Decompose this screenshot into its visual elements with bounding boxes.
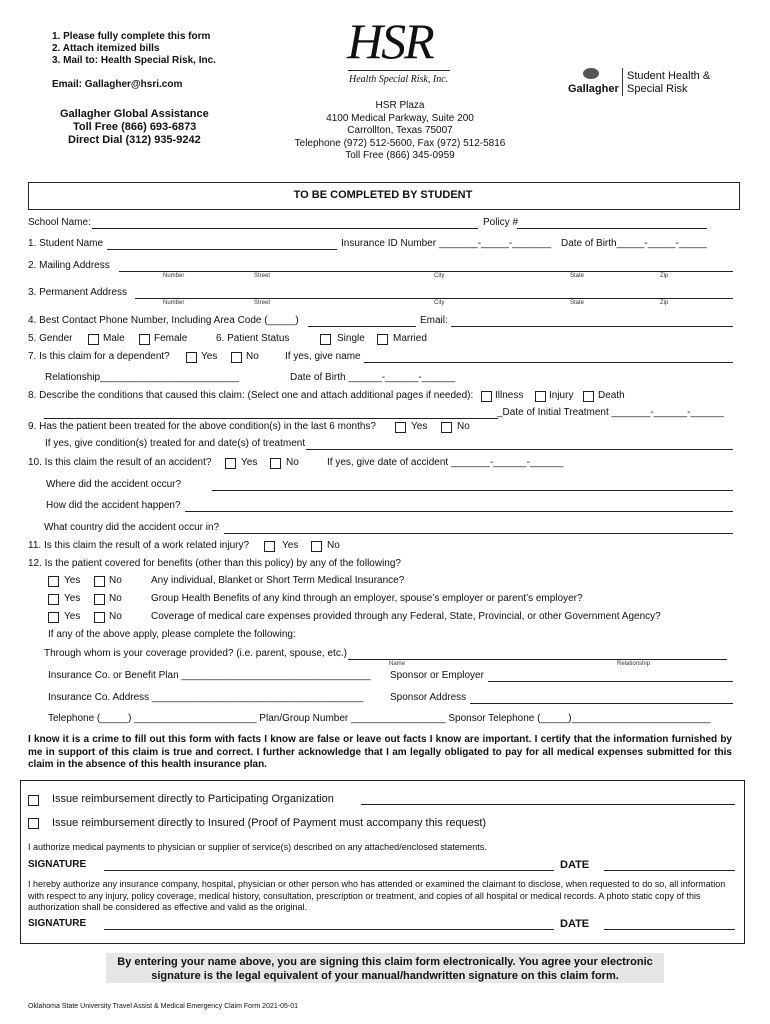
- sponsor-field[interactable]: [488, 681, 733, 682]
- q8-label: 8. Describe the conditions that caused this claim: (Select one and attach additional pages if needed):: [28, 390, 474, 401]
- insurance-co-label[interactable]: Insurance Co. or Benefit Plan __________________________________: [48, 670, 371, 681]
- instruction-2: 2. Attach itemized bills: [52, 43, 160, 54]
- signature-field-2[interactable]: [104, 929, 554, 930]
- sub-zip: Zip: [660, 273, 669, 279]
- cov3-yes-checkbox[interactable]: [48, 612, 59, 623]
- insurance-addr-label[interactable]: Insurance Co. Address ______________________________________: [48, 692, 364, 703]
- injury-checkbox[interactable]: [535, 391, 546, 402]
- q9-label: 9. Has the patient been treated for the above condition(s) in the last 6 months?: [28, 421, 376, 432]
- policy-field[interactable]: [517, 228, 707, 229]
- where-field[interactable]: [212, 490, 733, 491]
- contact-phone-field[interactable]: [308, 326, 416, 327]
- contact-phone-label: 4. Best Contact Phone Number, Including Area Code (_____): [28, 315, 299, 326]
- yes-label: Yes: [241, 457, 258, 468]
- sub-number: Number: [163, 300, 185, 306]
- gallagher-logo: Gallagher: [568, 83, 619, 95]
- q11-no-checkbox[interactable]: [311, 541, 322, 552]
- dependent-name-field[interactable]: [364, 362, 733, 363]
- if-any-label: If any of the above apply, please complete the following:: [48, 629, 296, 640]
- assistance-tollfree: Toll Free (866) 693-6873: [73, 121, 197, 133]
- single-checkbox[interactable]: [320, 334, 331, 345]
- assistance-title: Gallagher Global Assistance: [60, 108, 209, 120]
- reimb-org-label: Issue reimbursement directly to Participating Organization: [52, 793, 334, 805]
- cov2-yes-checkbox[interactable]: [48, 594, 59, 605]
- gallagher-sub-2: Special Risk: [627, 83, 688, 95]
- single-label: Single: [337, 333, 365, 344]
- country-field[interactable]: [224, 533, 733, 534]
- authorize-text: I authorize medical payments to physician or supplier of service(s) described on any attached/enclosed statements.: [28, 842, 487, 852]
- how-label: How did the accident happen?: [46, 500, 181, 511]
- footer: Oklahoma State University Travel Assist & Medical Emergency Claim Form 2021-05-01: [28, 1003, 298, 1010]
- if-yes-name-label: If yes, give name: [285, 351, 361, 362]
- relationship-dob-label[interactable]: Date of Birth ______-______-______: [290, 372, 456, 383]
- q10-yes-checkbox[interactable]: [225, 458, 236, 469]
- policy-label: Policy #: [483, 217, 519, 228]
- conditions-field[interactable]: [44, 418, 498, 419]
- cov2-no-checkbox[interactable]: [94, 594, 105, 605]
- q10-label: 10. Is this claim the result of an accident?: [28, 457, 212, 468]
- how-field[interactable]: [185, 511, 733, 512]
- esign-notice-2: signature is the legal equivalent of your manual/handwritten signature on this claim form.: [151, 970, 619, 982]
- authorize2-text: I hereby authorize any insurance company, hospital, physician or other person who has attended or examined the claimant to disclose, when requested to do so, all information with respect to any injury, policy coverage, medical history, consultation, prescription or treatment, and copies of all hospital or medical records. A photo static copy of this authorization shall be considered as effective and valid as the original.: [28, 879, 726, 912]
- yes-label: Yes: [411, 421, 428, 432]
- no-label: No: [457, 421, 470, 432]
- cov1-label: Any individual, Blanket or Short Term Medical Insurance?: [151, 575, 405, 586]
- patient-status-label: 6. Patient Status: [216, 333, 290, 344]
- esign-notice-1: By entering your name above, you are signing this claim form electronically. You agree your electronic: [117, 956, 653, 968]
- signature-label-2: SIGNATURE: [28, 918, 87, 929]
- sub-city: City: [434, 273, 445, 279]
- death-checkbox[interactable]: [583, 391, 594, 402]
- relationship-label[interactable]: Relationship_________________________: [45, 372, 240, 383]
- sub-zip: Zip: [660, 300, 669, 306]
- yes-label: Yes: [64, 611, 81, 622]
- contact-email: Email: Gallagher@hsri.com: [52, 79, 183, 90]
- reimb-org-field[interactable]: [361, 804, 735, 805]
- certification-text: I know it is a crime to fill out this form with facts I know are false or leave out facts I know are important. I certify that the information furnished by me in support of this claim is true and correct. I further acknowledge that I am legally obligated to pay for all medical expenses submitted for this claim in the absence of this health insurance plan.: [28, 734, 732, 770]
- mailing-field[interactable]: [119, 271, 733, 272]
- gallagher-sub-1: Student Health &: [627, 70, 711, 82]
- school-label: School Name:: [28, 217, 91, 228]
- q10-no-checkbox[interactable]: [270, 458, 281, 469]
- reimb-insured-checkbox[interactable]: [28, 818, 39, 829]
- telephone-row[interactable]: Telephone (_____) ______________________ Plan/Group Number _________________ Sponsor Telephone (_____)_________________________: [48, 713, 711, 724]
- school-field[interactable]: [92, 228, 478, 229]
- hsr-address: HSR Plaza 4100 Medical Parkway, Suite 200 Carrollton, Texas 75007 Telephone (972) 512-5600, Fax (972) 512-5816 Toll Free (866) 345-0959: [294, 100, 506, 161]
- q10-date-label[interactable]: If yes, give date of accident _______-______-______: [327, 457, 564, 468]
- date-label-1: DATE: [560, 859, 590, 871]
- instruction-1: 1. Please fully complete this form: [52, 31, 211, 42]
- date-field-2[interactable]: [604, 929, 735, 930]
- yes-label: Yes: [64, 593, 81, 604]
- sub-number: Number: [163, 273, 185, 279]
- q9-sub-field[interactable]: [306, 449, 733, 450]
- no-label: No: [109, 611, 122, 622]
- cov1-yes-checkbox[interactable]: [48, 576, 59, 587]
- male-checkbox[interactable]: [88, 334, 99, 345]
- dependent-no-checkbox[interactable]: [231, 352, 242, 363]
- cov2-label: Group Health Benefits of any kind through an employer, spouse’s employer or parent’s employer?: [151, 593, 583, 604]
- sub-state: State: [570, 273, 585, 279]
- female-checkbox[interactable]: [139, 334, 150, 345]
- married-label: Married: [393, 333, 427, 344]
- yes-label: Yes: [64, 575, 81, 586]
- dob-label[interactable]: Date of Birth_____-_____-_____: [561, 238, 707, 249]
- q9-sub-label: If yes, give condition(s) treated for and date(s) of treatment: [45, 438, 306, 449]
- sub-city: City: [434, 300, 445, 306]
- section-title: TO BE COMPLETED BY STUDENT: [293, 189, 473, 201]
- q11-label: 11. Is this claim the result of a work related injury?: [28, 540, 250, 551]
- sponsor-label: Sponsor or Employer: [390, 670, 484, 681]
- q11-yes-checkbox[interactable]: [264, 541, 275, 552]
- cov3-no-checkbox[interactable]: [94, 612, 105, 623]
- sub-street: Street: [254, 300, 271, 306]
- q9-no-checkbox[interactable]: [441, 422, 452, 433]
- mailing-label: 2. Mailing Address: [28, 260, 110, 271]
- illness-label: Illness: [495, 390, 524, 401]
- signature-field-1[interactable]: [104, 870, 554, 871]
- insurance-id-label[interactable]: Insurance ID Number _______-_____-_______: [341, 238, 552, 249]
- no-label: No: [246, 351, 259, 362]
- no-label: No: [109, 593, 122, 604]
- where-label: Where did the accident occur?: [46, 479, 182, 490]
- no-label: No: [327, 540, 340, 551]
- through-label: Through whom is your coverage provided? (i.e. parent, spouse, etc.): [44, 648, 347, 659]
- hsr-logo: HSR: [347, 13, 433, 69]
- through-field[interactable]: [348, 659, 727, 660]
- student-name-field[interactable]: [107, 249, 337, 250]
- dependent-yes-checkbox[interactable]: [186, 352, 197, 363]
- reimb-insured-label: Issue reimbursement directly to Insured (Proof of Payment must accompany this request): [52, 817, 487, 829]
- cov1-no-checkbox[interactable]: [94, 576, 105, 587]
- email-field[interactable]: [451, 326, 733, 327]
- cov3-label: Coverage of medical care expenses provided through any Federal, State, Provincial, or other Government Agency?: [151, 611, 661, 622]
- country-label: What country did the accident occur in?: [44, 522, 220, 533]
- male-label: Male: [103, 333, 125, 344]
- illness-checkbox[interactable]: [481, 391, 492, 402]
- sub-name: Name: [389, 661, 406, 667]
- yes-label: Yes: [201, 351, 218, 362]
- student-name-label: 1. Student Name: [28, 238, 104, 249]
- assistance-direct: Direct Dial (312) 935-9242: [68, 134, 201, 146]
- q12-label: 12. Is the patient covered for benefits (other than this policy) by any of the following?: [28, 558, 401, 569]
- dependent-label: 7. Is this claim for a dependent?: [28, 351, 170, 362]
- sponsor-addr-field[interactable]: [470, 703, 733, 704]
- date-label-2: DATE: [560, 918, 590, 930]
- death-label: Death: [598, 390, 625, 401]
- gender-label: 5. Gender: [28, 333, 73, 344]
- yes-label: Yes: [282, 540, 299, 551]
- no-label: No: [109, 575, 122, 586]
- female-label: Female: [154, 333, 188, 344]
- sponsor-addr-label: Sponsor Address: [390, 692, 467, 703]
- married-checkbox[interactable]: [377, 334, 388, 345]
- q9-yes-checkbox[interactable]: [395, 422, 406, 433]
- no-label: No: [286, 457, 299, 468]
- reimb-org-checkbox[interactable]: [28, 795, 39, 806]
- initial-treatment-label[interactable]: _Date of Initial Treatment _______-______-______: [497, 407, 724, 418]
- email-label: Email:: [420, 315, 448, 326]
- sub-street: Street: [254, 273, 271, 279]
- permanent-label: 3. Permanent Address: [28, 287, 127, 298]
- date-field-1[interactable]: [604, 870, 735, 871]
- hsr-logo-sub: Health Special Risk, Inc.: [349, 74, 449, 85]
- permanent-field[interactable]: [135, 298, 733, 299]
- injury-label: Injury: [549, 390, 574, 401]
- gallagher-globe-icon: [583, 68, 599, 79]
- instruction-3: 3. Mail to: Health Special Risk, Inc.: [52, 55, 216, 66]
- sub-state: State: [570, 300, 585, 306]
- signature-label-1: SIGNATURE: [28, 859, 87, 870]
- sub-relationship: Relationship: [617, 661, 651, 667]
